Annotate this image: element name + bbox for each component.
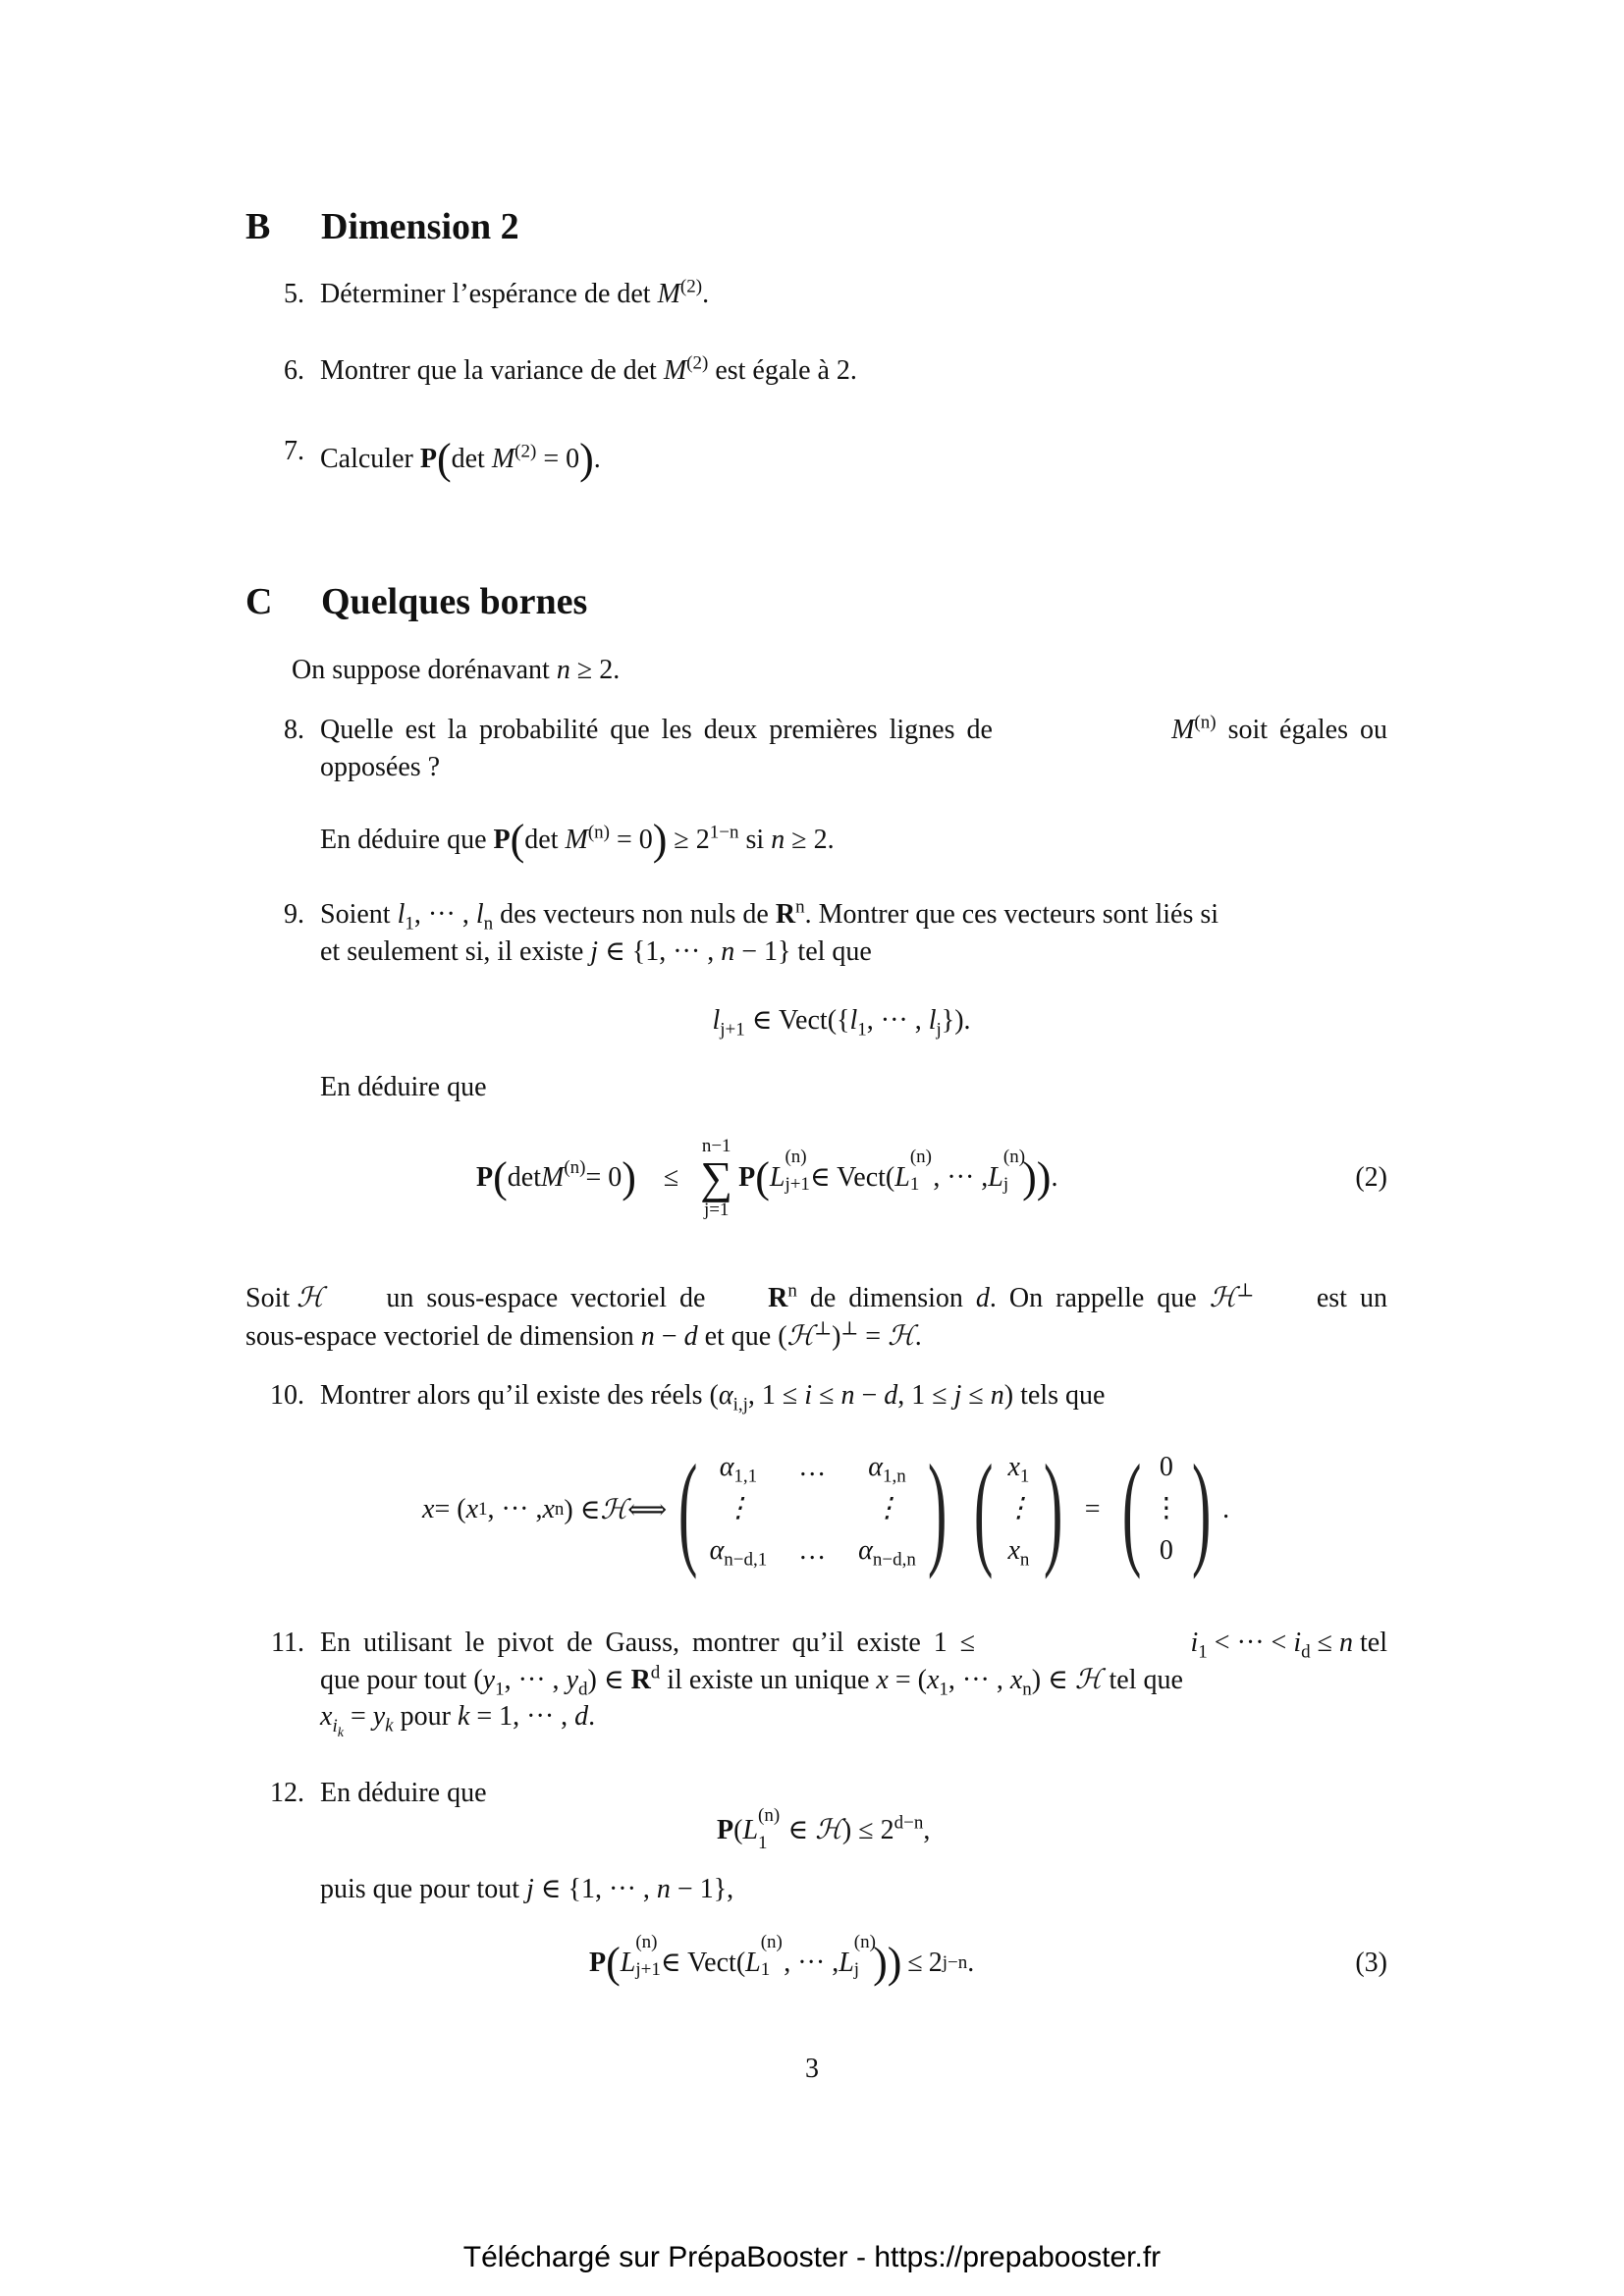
matrix-cell: $\alpha_{n-d,1}$ [709,1534,768,1571]
equation-number: (2) [1355,1162,1387,1193]
math-text: , ··· , [933,1162,989,1193]
math-sup: ⊥ [840,1318,859,1340]
math-text: ) ∈ [564,1494,601,1525]
math-sup: n [795,896,805,918]
question-text: tel [1353,1628,1387,1658]
intro-line [292,657,620,684]
math-var: α [718,1380,733,1411]
section-letter: C [245,581,273,622]
punct: . [588,1701,596,1732]
math-var: n [656,1874,671,1904]
text: de dimension [796,1283,976,1313]
q12-display-1 [717,1805,931,1854]
math-var: n [1339,1628,1353,1658]
math-var: ℋ [786,1321,815,1352]
math-text: = [343,1701,373,1732]
alpha-matrix: ( $\alpha_{1,1}$ … $\alpha_{1,n}$ ⋮ ⋮ $\alpha_{n-d,1}$ … $\alpha_{n-d,n}$ ) [678,1438,947,1580]
math-var: n [771,825,785,855]
text: et que ( [697,1321,787,1352]
q9-deduction: En déduire que [320,1072,487,1102]
math-text: ≥ 2. [785,825,835,855]
math-var: M [663,355,687,386]
math-var: y [566,1665,578,1695]
text: un sous-espace vectoriel de [386,1283,706,1313]
punct: . [914,1321,922,1352]
math-sub: 1 [758,1833,768,1853]
punct: . [1051,1162,1058,1193]
math-var: ℋ [297,1283,324,1313]
punct: , [923,1815,931,1845]
question-text: puis que pour tout [320,1874,526,1904]
prob-symbol: P [419,444,437,474]
math-var: x [422,1493,435,1524]
section-title: Quelques bornes [321,581,588,622]
question-number: 8. [284,715,304,745]
paragraph-line2 [245,1318,922,1352]
math-var: n [721,936,735,967]
question-number: 12. [270,1778,304,1808]
question-text: tel que [1102,1665,1183,1695]
math-text: , ··· , [784,1948,839,1978]
paren: ( [606,1939,621,1987]
question-text: . Montrer que ces vecteurs sont liés si [804,899,1219,930]
paren: ) [652,816,668,864]
math-sup: ⊥ [1236,1280,1255,1302]
math-text: < ··· < [1207,1628,1294,1658]
question-text: En déduire que [320,1778,487,1808]
iff-symbol: ⟺ [627,1494,668,1525]
math-text: , 1 ≤ [747,1380,805,1411]
math-text: = ( [434,1493,466,1524]
matrix-cell: $\alpha_{1,n}$ [868,1452,906,1487]
math-sub: j [1002,1173,1009,1195]
vector-cell: ⋮ [1152,1493,1180,1524]
question-text: il existe un unique [660,1665,877,1695]
question-text: ) tels que [1003,1380,1106,1411]
math-sub: 1 [909,1173,920,1195]
math-var: M [540,1162,565,1193]
matrix-cell: ⋮ [1004,1493,1033,1524]
math-sub: 1 [495,1679,505,1700]
math-sup: (n) [635,1931,658,1952]
question-text: Quelle est la probabilité que les deux premières lignes de [320,715,993,745]
math-sub: i,j [732,1394,748,1415]
math-text: = ( [888,1665,927,1695]
question-number: 10. [270,1380,304,1411]
math-var: ℋ [600,1494,628,1525]
equation-3: P ( L (n) j+1 ∈ Vect( L (n) 1 , ··· , L (n) j )) ≤ 2 j−n . (3) [589,1931,1387,1987]
math-sup: (n) [785,1146,807,1167]
math-sup: (n) [758,1805,781,1826]
math-var: j [526,1874,534,1904]
math-text: = 0 [609,825,653,855]
math-var: ℋ [815,1815,842,1845]
matrix-cell: $\alpha_{1,1}$ [719,1452,758,1487]
math-var: k [457,1701,470,1732]
question-text: des vecteurs non nuls de [493,899,776,930]
math-text: }). [941,1005,971,1036]
math-sub: n [1022,1679,1032,1700]
math-sup: ⊥ [814,1318,833,1340]
math-text: = 0 [585,1162,623,1193]
punct: . [967,1948,975,1978]
math-text: , 1 ≤ [897,1380,954,1411]
math-text: , ··· , [866,1005,929,1036]
math-sup: d−n [893,1812,924,1834]
math-text: ∈ [781,1815,816,1845]
math-text: = [858,1321,889,1352]
math-sup: (n) [587,822,610,843]
math-sup: (2) [679,276,703,297]
math-text: ≤ [812,1380,841,1411]
q9-line2 [320,938,872,966]
math-var: L [745,1948,761,1978]
math-var: l [849,1005,858,1036]
prob-symbol: P [589,1948,607,1978]
question-text: pour [393,1701,458,1732]
sigma-symbol: ∑ [700,1152,733,1202]
math-var: L [742,1815,759,1845]
question-number: 7. [284,436,304,466]
math-var: l [712,1005,721,1036]
x-vector: ( $x_1$ ⋮ $x_n$ ) [974,1438,1063,1580]
math-var: L [839,1948,854,1978]
math-sub: n [483,913,494,934]
math-sup: (n) [909,1146,932,1167]
math-sup: (n) [1002,1146,1026,1167]
math-text: , ··· , [947,1665,1010,1695]
download-footer: Téléchargé sur PrépaBooster - https://prepabooster.fr [462,2241,1162,2273]
math-text: ) [832,1321,841,1352]
math-text: ≥ 2 [667,825,710,855]
math-var: y [372,1701,386,1732]
sum-lower-limit: j=1 [703,1200,730,1220]
math-text: det [524,825,566,855]
math-var: x [876,1665,889,1695]
math-text: = 1, ··· , [469,1701,575,1732]
math-sup: 1−n [709,822,739,843]
matrix-cell: ⋮ [724,1493,752,1524]
math-var: d [975,1283,990,1313]
zero-vector: ( 0 ⋮ 0 ) [1121,1438,1212,1580]
math-var: j [590,936,599,967]
question-text: que pour tout ( [320,1665,483,1695]
sum-upper-limit: n−1 [701,1136,731,1156]
math-sub: j+1 [785,1173,810,1195]
question-text: Soient [320,899,398,930]
math-text: , ··· , [413,899,476,930]
paren: )) [873,1939,902,1987]
paragraph-line1 [245,1280,1387,1313]
paren: ( [436,435,452,483]
section-letter: B [245,206,271,247]
math-text: − [854,1380,885,1411]
prob-symbol: P [738,1162,756,1193]
math-text: − 1}, [670,1874,734,1904]
paren: ( [755,1153,770,1201]
section-b-heading [0,208,1624,251]
math-var: n [990,1380,1004,1411]
math-text: ≤ [663,1162,679,1193]
math-text: ∈ {1, ··· , [598,936,722,967]
math-text: ) ∈ [1031,1665,1075,1695]
math-sup: (2) [686,352,709,374]
matrix-cell: $x_1$ [1007,1452,1030,1487]
question-text: et seulement si, il existe [320,936,591,967]
math-var: d [884,1380,898,1411]
reals-symbol: R [768,1283,788,1313]
question-text: − 1} tel que [734,936,872,967]
math-text: ∈ Vect({ [744,1005,850,1036]
math-var: L [894,1162,910,1193]
question-text: Calculer [320,444,420,474]
question-text-end: est égale à 2. [708,355,857,386]
vector-cell: 0 [1159,1534,1173,1566]
q8-deduction [320,816,835,864]
q11-line2 [320,1662,1183,1700]
vector-cell: 0 [1159,1452,1173,1483]
question-number: 11. [271,1628,304,1658]
math-sub: 1 [939,1679,948,1700]
math-text: ) ≤ 2 [841,1815,894,1845]
matrix-cell [800,1493,825,1524]
math-text: − [654,1321,684,1352]
math-sub: k [337,1725,344,1740]
question-number: 6. [284,355,304,386]
math-text: = 0 [536,444,580,474]
math-var: n [840,1380,855,1411]
equation-2: P ( det M $^{(n)}$ = 0 ) ≤ n−1 ∑ j=1 P ( L (n) j+1 ∈ Vect( L (n) 1 , ··· , L (n) j )) . (2) [476,1136,1387,1220]
q11-line3 [320,1701,596,1740]
math-text: si [738,825,772,855]
math-var: i [1293,1628,1302,1658]
math-var: L [620,1948,636,1978]
math-text: , ··· , [504,1665,567,1695]
math-text: ≥ 2. [569,655,621,685]
math-var: n [640,1321,655,1352]
section-c-heading [0,583,1624,626]
math-sup: (n) [853,1931,876,1952]
math-text: det [451,444,492,474]
page-number: 3 [805,2054,819,2084]
prob-symbol: P [493,825,511,855]
math-sub: j [853,1958,860,1980]
math-text: ( [733,1815,743,1845]
math-var: y [482,1665,496,1695]
math-text: = [1084,1493,1101,1524]
q8-line1 [320,712,1387,745]
prob-symbol: P [717,1815,734,1845]
math-var: x [320,1701,333,1732]
math-text: ≤ [961,1380,991,1411]
math-text: ) ∈ [587,1665,631,1695]
math-var: x [465,1493,478,1524]
paren: ( [510,816,525,864]
q9-display-equation [0,1005,1624,1041]
math-sub: 1 [405,913,414,934]
paren: ( [493,1153,508,1201]
math-text: ≤ [907,1948,923,1978]
question-number: 9. [284,899,304,930]
math-sub: 1 [857,1019,867,1041]
reals-symbol: R [775,899,796,930]
math-var: ℋ [1074,1665,1103,1695]
math-sup: d [650,1662,661,1683]
math-var: x [1009,1665,1023,1695]
math-var: d [683,1321,698,1352]
question-number: 5. [284,279,304,309]
math-var: n [556,655,570,685]
math-var: l [475,899,484,930]
math-sub: j [936,1019,942,1041]
matrix-cell: $\alpha_{n-d,n}$ [858,1534,916,1571]
summation [700,1137,732,1219]
math-var: L [769,1162,785,1193]
math-text: det [507,1162,541,1193]
equation-number: (3) [1355,1948,1387,1978]
text: sous-espace vectoriel de dimension [245,1321,641,1352]
math-sub: i [332,1715,338,1736]
paren: ) [579,435,594,483]
question-text: soit égales ou [1216,715,1387,745]
math-var: x [542,1493,555,1524]
punct: . [702,279,710,309]
math-var: x [926,1665,940,1695]
math-sub: 1 [760,1958,771,1980]
q12-line-puis [320,1876,733,1903]
math-var: d [574,1701,589,1732]
math-var: M [1171,715,1195,745]
intro-text: On suppose dorénavant [292,655,557,685]
text: Soit [245,1283,298,1313]
math-sub: d [578,1679,588,1700]
math-text: ∈ Vect( [660,1948,746,1978]
question-text: Montrer alors qu’il existe des réels ( [320,1380,719,1411]
math-var: M [565,825,588,855]
math-var: ℋ [1209,1283,1237,1313]
paren: ) [622,1153,636,1201]
text: . On rappelle que [989,1283,1210,1313]
question-text: Montrer que la variance de det [320,355,664,386]
q8-line2: opposées ? [320,752,441,782]
math-sup: (n) [1194,712,1217,733]
math-sub: j+1 [720,1019,745,1041]
section-title: Dimension 2 [321,206,519,247]
math-text: ∈ {1, ··· , [533,1874,657,1904]
math-sup: (2) [514,441,537,462]
math-sup: n [787,1280,797,1302]
question-text: En déduire que [320,825,494,855]
math-sub: 1 [1198,1641,1208,1663]
question-text: En utilisant le pivot de Gauss, montrer qu’il existe 1 ≤ [320,1628,976,1658]
math-sub: d [1301,1641,1311,1663]
math-var: L [988,1162,1003,1193]
math-sub: k [385,1715,394,1736]
math-var: M [491,444,515,474]
math-var: l [928,1005,937,1036]
math-text: ≤ [1310,1628,1339,1658]
matrix-cell: ⋮ [873,1493,901,1524]
math-var: M [657,279,680,309]
math-sup: (n) [760,1931,783,1952]
math-text: , ··· , [487,1493,543,1524]
punct: . [1222,1493,1230,1524]
prob-symbol: P [476,1162,494,1193]
punct: . [593,444,601,474]
math-text: ∈ Vect( [809,1162,895,1193]
text: est un [1316,1283,1387,1313]
math-var: i [804,1380,813,1411]
matrix-cell: … [800,1534,826,1566]
paren: )) [1022,1153,1052,1201]
matrix-cell: $x_n$ [1007,1534,1030,1571]
math-var: i [1190,1628,1199,1658]
matrix-cell: … [800,1452,826,1483]
reals-symbol: R [630,1665,651,1695]
question-text: Déterminer l’espérance de det [320,279,658,309]
math-var: ℋ [888,1321,915,1352]
math-var: l [397,899,406,930]
math-var: j [953,1380,962,1411]
matrix-equation: x = ( x 1 , ··· , x n ) ∈ ℋ ⟺ ( $\alpha_{1,1}$ … $\alpha_{1,n}$ ⋮ ⋮ $\alpha_{n-d,1}$ … $\alpha_{n-d,n}$ ) ( $x_1$ ⋮ $x_n$ ) = ( 0 ⋮ 0 ) . [422,1438,1230,1580]
math-sub: j+1 [635,1958,661,1980]
